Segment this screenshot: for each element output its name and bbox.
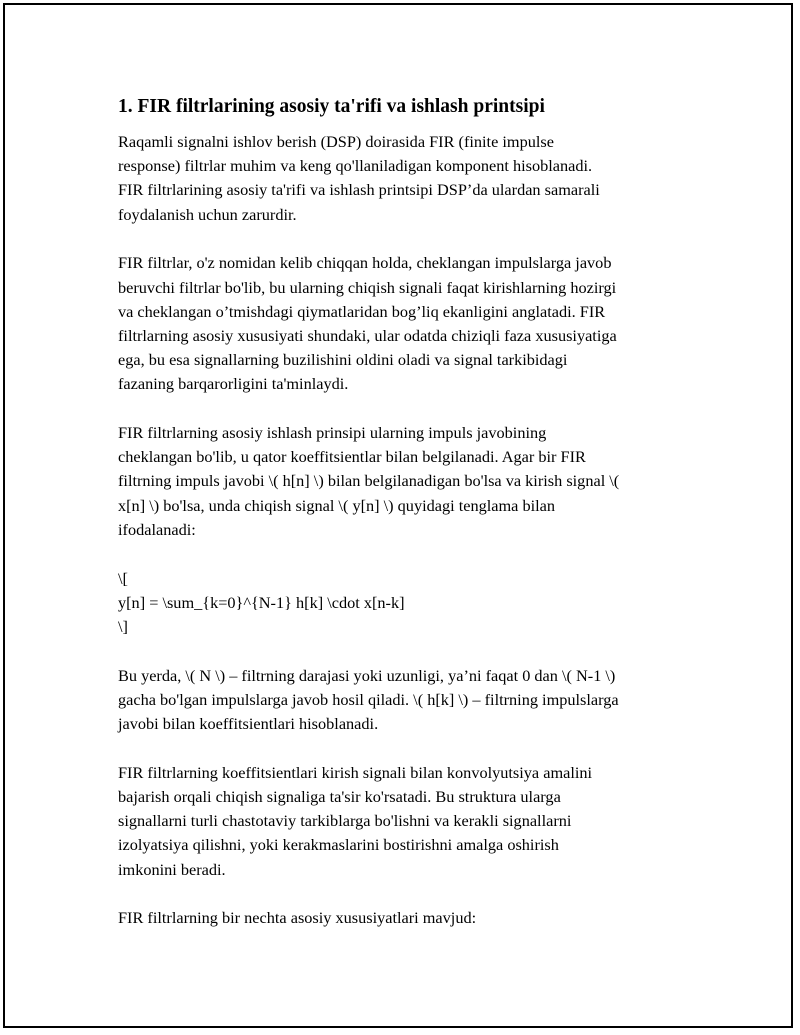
paragraph-coefficients: FIR filtrlarning koeffitsientlari kirish signali bilan konvolyutsiya amalini bajarish orqali chiqish signaliga ta'sir ko'rsatadi. Bu struktura ularga signallarni turli chastotaviy tarkiblarga bo'lishni va kerakli signallarni izolyatsiya qilishni, yoki kerakmaslarini bostirishni amalga oshirish imkonini beradi.	[118, 762, 593, 879]
section-heading: 1. FIR filtrlarining asosiy ta'rifi va ishlash printsipi	[118, 96, 545, 117]
paragraph-definition: FIR filtrlar, o'z nomidan kelib chiqqan holda, cheklangan impulslarga javob beruvchi filtrlar bo'lib, bu ularning chiqish signali faqat kirishlarning hozirgi va cheklangan o’tmishdagi qiymatlaridan bog’liq ekanligini anglatadi. FIR filtrlarning asosiy xususiyati shundaki, ular odatda chiziqli faza xususiyatiga ega, bu esa signallarning buzilishini oldini oladi va signal tarkibidagi fazaning barqarorligini ta'minlaydi.	[118, 253, 617, 394]
paragraph-properties: FIR filtrlarning bir nechta asosiy xususiyatlari mavjud:	[118, 908, 477, 928]
paragraph-intro: Raqamli signalni ishlov berish (DSP) doirasida FIR (finite impulse response) filtrlar muhim va keng qo'llaniladigan komponent hisoblanadi. FIR filtrlarining asosiy ta'rifi va ishlash printsipi DSP’da ulardan samarali foydalanish uchun zarurdir.	[118, 132, 600, 224]
paragraph-principle: FIR filtrlarning asosiy ishlash prinsipi ularning impuls javobining cheklangan bo'lib, u qator koeffitsientlar bilan belgilanadi. Agar bir FIR filtrning impuls javobi \( h[n] \) bilan belgilanadigan bo'lsa va kirish signal \( x[n] \) bo'lsa, unda chiqish signal \( y[n] \) quyidagi tenglama bilan ifodalanadi:	[118, 423, 620, 539]
document-body	[118, 94, 688, 955]
paragraph-equation: \[ y[n] = \sum_{k=0}^{N-1} h[k] \cdot x[n-k] \]	[118, 568, 405, 636]
paragraph-explanation: Bu yerda, \( N \) – filtrning darajasi yoki uzunligi, ya’ni faqat 0 dan \( N-1 \) gacha bo'lgan impulslarga javob hosil qiladi. \( h[k] \) – filtrning impulslarga javobi bilan koeffitsientlari hisoblanadi.	[118, 665, 619, 734]
